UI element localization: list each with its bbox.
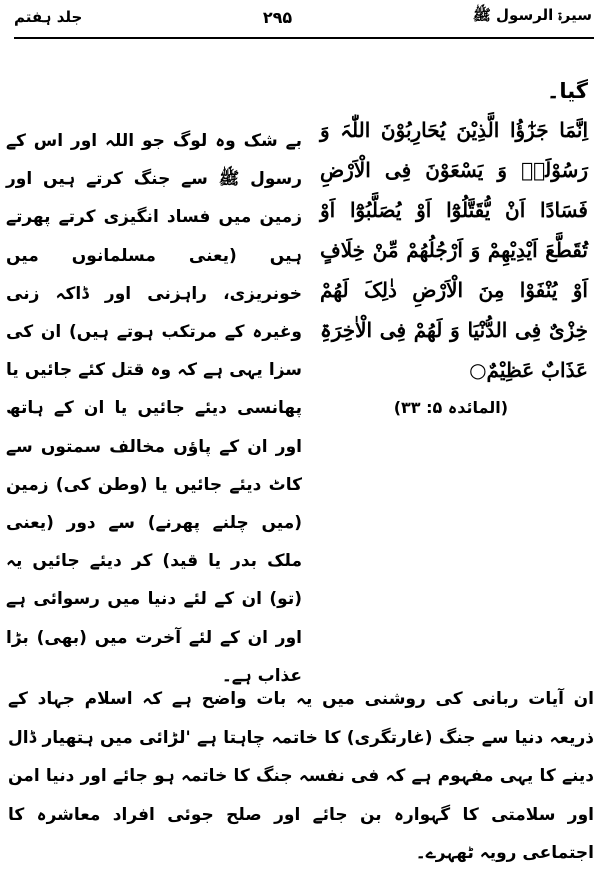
volume-label: جلد ہفتم <box>14 8 83 26</box>
page-number: ۲۹۵ <box>262 7 293 27</box>
page-header <box>14 0 592 34</box>
header-rule <box>14 37 594 39</box>
commentary-paragraph <box>8 680 594 873</box>
verse-reference: (المائدہ ۵: ۳۳) <box>393 398 508 417</box>
commentary-text: ان آیات ربانی کی روشنی میں یہ بات واضح ہے کہ اسلام جہاد کے ذریعہ دنیا سے جنگ (غارتگری) کا خاتمہ چاہتا ہے 'لڑائی میں ہتھیار ڈال دینے کا یہی مفہوم ہے کہ فی نفسہ جنگ کا خاتمہ ہو جائے اور دنیا امن اور سلامتی کا گہوارہ بن جائے اور صلح جوئی افراد معاشرہ کا اجتماعی رویہ ٹھہرے۔ <box>8 689 594 863</box>
opening-word: گیا۔ <box>547 79 588 103</box>
book-title: سیرۃ الرسول ﷺ <box>472 6 592 24</box>
translation-column <box>6 122 302 695</box>
quran-column <box>320 76 588 417</box>
translation-text: بے شک وہ لوگ جو اللہ اور اس کے رسول ﷺ سے جنگ کرتے ہیں اور زمین میں فساد انگیزی کرتے پھرتے ہیں (یعنی مسلمانوں میں خونریزی، راہزنی اور ڈاکہ زنی وغیرہ کے مرتکب ہوتے ہیں) ان کی سزا یہی ہے کہ وہ قتل کئے جائیں یا پھانسی دیئے جائیں یا ان کے ہاتھ اور ان کے پاؤں مخالف سمتوں سے کاٹ دیئے جائیں یا (وطن کی) زمین (میں چلنے پھرنے) سے دور (یعنی ملک بدر یا قید) کر دیئے جائیں یہ (تو) ان کے لئے دنیا میں رسوائی ہے اور ان کے لئے آخرت میں (بھی) بڑا عذاب ہے۔ <box>6 131 302 686</box>
quran-verse: اِنَّمَا جَزٰٓؤُا الَّذِیْنَ یُحَارِبُوْنَ اللّٰہَ وَ رَسُوْلَہٗ وَ یَسْعَوْنَ فِی الْاَرْضِ فَسَادًا اَنْ یُّقَتَّلُوْٓا اَوْ یُصَلَّبُوْٓا اَوْ تُقَطَّعَ اَیْدِیْھِمْ وَ اَرْجُلُھُمْ مِّنْ خِلَافٍ اَوْ یُنْفَوْا مِنَ الْاَرْضِ ذٰلِکَ لَھُمْ خِزْیٌ فِی الدُّنْیَا وَ لَھُمْ فِی الْاٰخِرَۃِ عَذَابٌ عَظِیْمٌ○ <box>320 118 588 382</box>
